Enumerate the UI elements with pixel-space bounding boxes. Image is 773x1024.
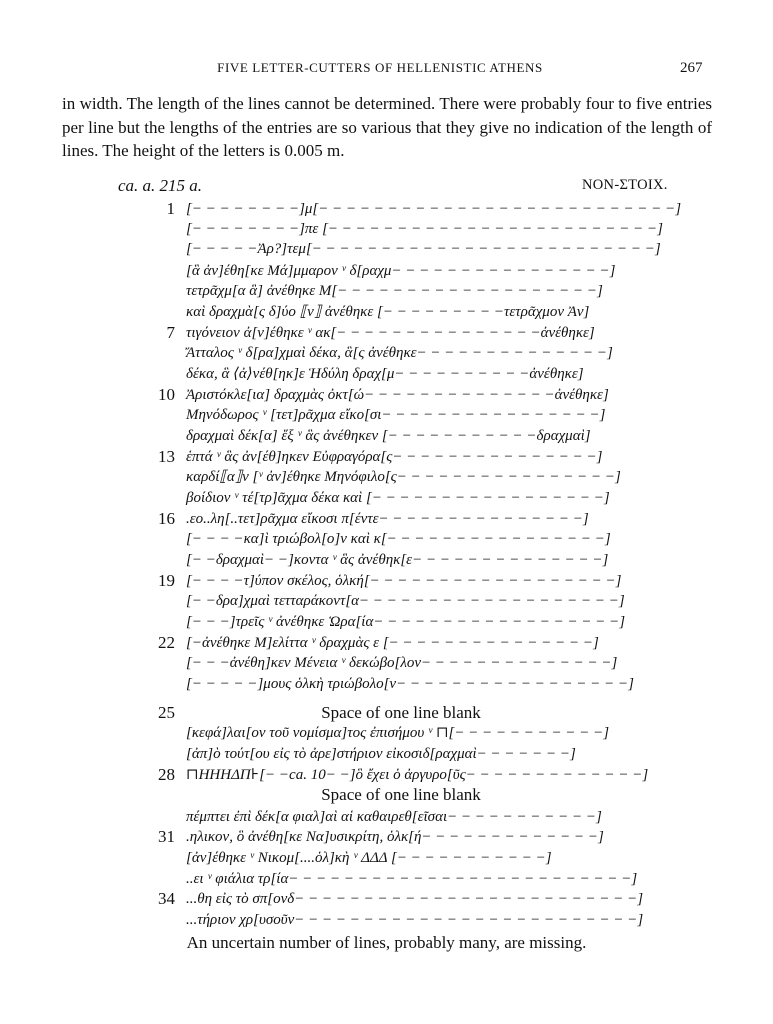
- closing-note: An uncertain number of lines, probably many, are missing.: [186, 933, 587, 952]
- inscription-line: .εο..λη[..τετ]ρᾶχμα εἴκοσι π[έντε− − − − − − − − − − − − − − −]: [186, 511, 589, 527]
- inscription-line: ⊓ΗΗΗΔΠ⊦[− −ca. 10− −]ὃ ἔχει ὁ ἀργυρο[ῦς− − − − − − − − − − − − −]: [186, 767, 649, 783]
- inscription-line: ..ει ᵛ φιάλια τρ[ία− − − − − − − − − − − − − − − − − − − − − − − − −]: [186, 871, 638, 887]
- inscription-line: [ἃ ἀν]έθη[κε Μά]μμαρον ᵛ δ[ραχμ− − − − − − − − − − − − − − − −]: [186, 263, 616, 279]
- inscription-line: .ηλικον, ὃ ἀνέθη[κε Να]υσικρίτη, ὁλκ[ή− − − − − − − − − − − − −]: [186, 829, 604, 845]
- blank-line-note: Space of one line blank: [321, 703, 481, 722]
- inscription-line: [− − − −τ]ύπον σκέλος, ὁλκή[− − − − − − − − − − − − − − − − − −]: [186, 573, 622, 589]
- line-number: 22: [158, 633, 175, 652]
- inscription-line: [− − − − − − − −]πε [− − − − − − − − − − − − − − − − − − − − − − − −]: [186, 221, 663, 237]
- inscription-line: [− − − − −]μους ὁλκὴ τριώβολο[ν− − − − − − − − − − − − − − − − −]: [186, 676, 635, 692]
- inscription-line: ...θη εἰς τὸ σπ[ονδ− − − − − − − − − − − − − − − − − − − − − − − − −]: [186, 891, 644, 907]
- page-number: 267: [680, 60, 703, 76]
- line-number: 28: [158, 765, 175, 784]
- line-number: 16: [158, 509, 175, 528]
- inscription-line: [− −δρα]χμαὶ τετταράκοντ[α− − − − − − − − − − − − − − − − − − −]: [186, 593, 625, 609]
- inscription-date: ca. a. 215 a.: [118, 176, 203, 195]
- inscription-line: καὶ δραχμὰ[ς δ]ύο ⟦ν⟧ ἀνέθηκε [− − − − − − − − −τετρᾶχμον Ἀν]: [186, 304, 590, 320]
- inscription-line: [− − − − − − − −]μ[− − − − − − − − − − − − − − − − − − − − − − − − − −]: [186, 201, 682, 217]
- inscription-line: τιγόνειον ἀ[ν]έθηκε ᵛ ακ[− − − − − − − − − − − − − − −ἀνέθηκε]: [186, 325, 595, 341]
- inscription-line: [− − − −κα]ὶ τριώβολ[ο]ν καὶ κ[− − − − − − − − − − − − − − − −]: [186, 531, 611, 547]
- blank-line-note: Space of one line blank: [321, 785, 481, 804]
- line-number: 25: [158, 703, 175, 722]
- line-number: 19: [158, 571, 175, 590]
- inscription-line: καρδί⟦α⟧ν [ᵛ ἀν]έθηκε Μηνόφιλο[ς− − − − − − − − − − − − − − − −]: [186, 469, 621, 485]
- inscription-line: Ἄτταλος ᵛ δ[ρα]χμαὶ δέκα, ἃ[ς ἀνέθηκε− − − − − − − − − − − − − −]: [186, 345, 613, 361]
- inscription-line: δέκα, ἃ ⟨ἀ⟩νέθ[ηκ]ε Ἡδύλη δραχ[μ− − − − − − − − − −ἀνέθηκε]: [186, 366, 584, 382]
- line-number: 7: [166, 323, 175, 342]
- inscription-line: ἑπτά ᵛ ἃς ἀν[έθ]ηκεν Εὐφραγόρα[ς− − − − − − − − − − − − − − −]: [186, 449, 603, 465]
- inscription-line: ...τήριον χρ[υσοῦν− − − − − − − − − − − − − − − − − − − − − − − − −]: [186, 912, 644, 928]
- inscription-line: [− − −]τρεῖς ᵛ ἀνέθηκε Ὡρα[ία− − − − − − − − − − − − − − − − − −]: [186, 614, 626, 630]
- inscription-line: [− − −ἀνέθη]κεν Μένεια ᵛ δεκώβο[λον− − − − − − − − − − − − − −]: [186, 655, 618, 671]
- inscription-line: [κεφά]λαι[ον τοῦ νομίσμα]τος ἐπισήμου ᵛ ⊓[− − − − − − − − − − −]: [186, 725, 610, 741]
- line-number: 34: [158, 889, 175, 908]
- inscription-line: βοίδιον ᵛ τέ[τρ]ᾶχμα δέκα καὶ [− − − − − − − − − − − − − − − − −]: [186, 490, 610, 506]
- running-title: FIVE LETTER-CUTTERS OF HELLENISTIC ATHENS: [217, 60, 543, 75]
- inscription-line: [− − − − −Ἀρ?]τεμ[− − − − − − − − − − − − − − − − − − − − − − − − −]: [186, 241, 661, 257]
- line-number: 31: [158, 827, 175, 846]
- inscription-line: Ἀριστόκλε[ια] δραχμὰς ὀκτ[ώ− − − − − − − − − − − − − −ἀνέθηκε]: [186, 387, 609, 403]
- inscription-line: δραχμαὶ δέκ[α] ἕξ ᵛ ἃς ἀνέθηκεν [− − − − − − − − − − −δραχμαὶ]: [186, 428, 591, 444]
- inscription-line: [ἀν]έθηκε ᵛ Νικομ[....ὁλ]κὴ ᵛ ΔΔΔ [− − − − − − − − − − −]: [186, 850, 552, 866]
- line-number: 1: [166, 199, 175, 218]
- line-number: 13: [158, 447, 175, 466]
- inscription-line: τετρᾶχμ[α ἃ] ἀνέθηκε Μ[− − − − − − − − − − − − − − − − − − −]: [186, 283, 603, 299]
- inscription-line: [ἀπ]ὸ τούτ[ου εἰς τὸ ἀρε]στήριον εἰκοσιδ[ραχμαὶ− − − − − − −]: [186, 746, 576, 762]
- inscription-line: Μηνόδωρος ᵛ [τετ]ρᾶχμα εἴκο[σι− − − − − − − − − − − − − − − −]: [186, 407, 606, 423]
- stoichedon-label: NON-ΣΤΟΙΧ.: [582, 177, 668, 193]
- inscription-line: πέμπτει ἐπὶ δέκ[α φιαλ]αὶ αἱ καθαιρεθ[εῖσαι− − − − − − − − − − −]: [186, 809, 602, 825]
- inscription-line: [− −δραχμαὶ− −]κοντα ᵛ ἃς ἀνέθηκ[ε− − − − − − − − − − − − − −]: [186, 552, 609, 568]
- inscription-line: [−ἀνέθηκε Μ]ελίττα ᵛ δραχμὰς ε [− − − − − − − − − − − − − − −]: [186, 635, 599, 651]
- line-number: 10: [158, 385, 175, 404]
- intro-paragraph: in width. The length of the lines cannot be determined. There were probably four to five entries per line but the lengths of the entries are so various that they give no indication of the length of lines. The height of the letters is 0.005 m.: [62, 94, 712, 160]
